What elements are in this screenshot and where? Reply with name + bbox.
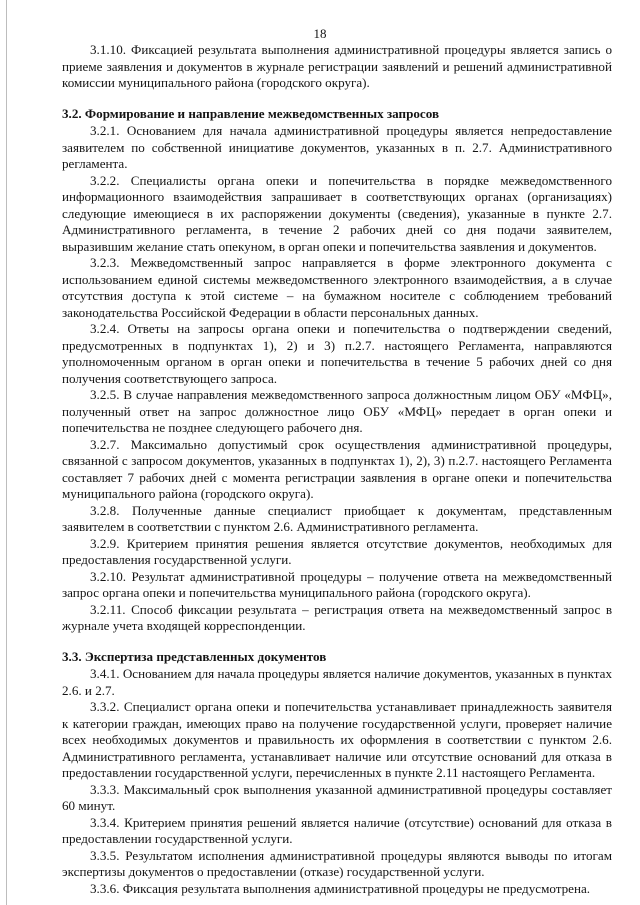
paragraph-3-2-7: 3.2.7. Максимально допустимый срок осуществления административной процедуры, связанной с запросом документов, указанных в подпунктах 1), 2), 3) п.2.7. настоящего Регламента составляет 7 рабочих дней с момента регистрации заявления в органе опеки и попечительства муниципального района (городского округа).	[62, 436, 612, 501]
paragraph-3-3-4: 3.3.4. Критерием принятия решений является наличие (отсутствие) оснований для отказа в предоставлении государственной услуги.	[62, 814, 612, 846]
paragraph-3-3-2: 3.3.2. Специалист органа опеки и попечительства устанавливает принадлежность заявителя к категории граждан, имеющих право на получение государственной услуги, проверяет наличие всех необходимых документов и правильность их оформления в соответствии с пунктом 2.6. Административного регламента, устанавливает наличие или отсутствие оснований для отказа в предоставлении государственной услуги, перечисленных в пункте 2.11 настоящего Регламента.	[62, 699, 612, 780]
paragraph-3-3-3: 3.3.3. Максимальный срок выполнения указанной административной процедуры составляет 60 минут.	[62, 781, 612, 813]
paragraph-3-2-2: 3.2.2. Специалисты органа опеки и попечительства в порядке межведомственного информационного взаимодействия запрашивает в соответствующих органах (организациях) следующие имеющиеся в их распоряжении документы (сведения), указанные в пункте 2.7. Административного регламента, в течение 2 рабочих дней со дня подачи заявителем, выразившим желание стать опекуном, в орган опеки и попечительства заявления и документов.	[62, 172, 612, 254]
paragraph-3-3-6: 3.3.6. Фиксация результата выполнения административной процедуры не предусмотрена.	[90, 880, 591, 896]
paragraph-3-4-1: 3.4.1. Основанием для начала процедуры является наличие документов, указанных в пунктах 2.6. и 2.7.	[62, 666, 612, 698]
page-content	[62, 42, 612, 897]
paragraph-3-2-4: 3.2.4. Ответы на запросы органа опеки и попечительства о подтверждении сведений, предусмотренных в подпунктах 1), 2) и 3) п.2.7. настоящего Регламента, направляются уполномоченным органом в орган опеки и попечительства в течение 5 рабочих дней со дня получения соответствующего запроса.	[62, 321, 612, 386]
paragraph-3-1-10: 3.1.10. Фиксацией результата выполнения административной процедуры является запись о приеме заявления и документов в журнале регистрации заявлений и решений административной комиссии муниципального района (городского округа).	[62, 42, 612, 90]
page-number: 18	[313, 26, 327, 41]
paragraph-3-3-5: 3.3.5. Результатом исполнения административной процедуры являются выводы по итогам экспертизы документов о предоставлении (отказе) государственной услуги.	[62, 847, 612, 879]
paragraph-3-2-10: 3.2.10. Результат административной процедуры – получение ответа на межведомственный запрос органа опеки и попечительства муниципального района (городского округа).	[62, 568, 612, 600]
section-3-2-heading: 3.2. Формирование и направление межведомственных запросов	[62, 105, 440, 121]
paragraph-3-2-5: 3.2.5. В случае направления межведомственного запроса должностным лицом ОБУ «МФЦ», полученный ответ на запрос должностное лицо ОБУ «МФЦ» передает в орган опеки и попечительства не позднее следующего рабочего дня.	[62, 387, 612, 435]
paragraph-3-2-8: 3.2.8. Полученные данные специалист приобщает к документам, представленным заявителем в соответствии с пунктом 2.6. Административного регламента.	[62, 502, 612, 534]
scan-margin-line	[6, 0, 7, 905]
paragraph-3-2-9: 3.2.9. Критерием принятия решения является отсутствие документов, необходимых для предоставления государственной услуги.	[62, 535, 612, 567]
section-3-3-heading: 3.3. Экспертиза представленных документов	[62, 648, 327, 664]
paragraph-3-2-3: 3.2.3. Межведомственный запрос направляется в форме электронного документа с использованием единой системы межведомственного электронного взаимодействия, а в случае отсутствия доступа к этой системе – на бумажном носителе с соблюдением требований законодательства Российской Федерации в области персональных данных.	[62, 255, 612, 320]
paragraph-3-2-11: 3.2.11. Способ фиксации результата – регистрация ответа на межведомственный запрос в журнале учета входящей корреспонденции.	[62, 601, 612, 633]
paragraph-3-2-1: 3.2.1. Основанием для начала административной процедуры является непредоставление заявителем по собственной инициативе документов, указанных в п. 2.7. Административного регламента.	[62, 123, 612, 171]
